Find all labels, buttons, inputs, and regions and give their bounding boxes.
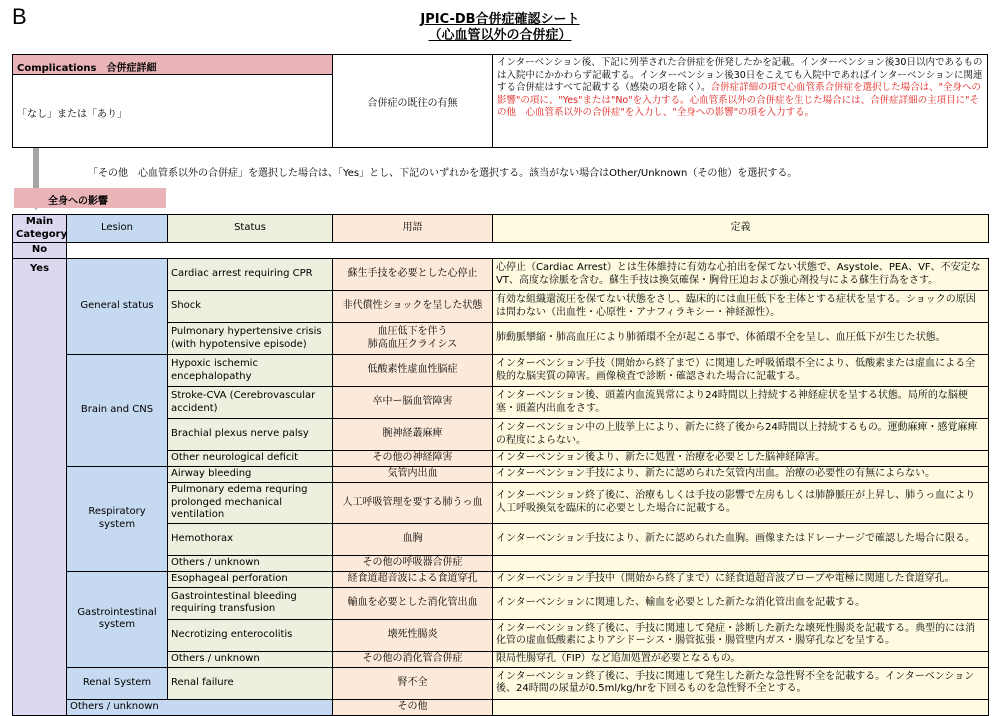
definition-cell: インターベンション後、頭蓋内血流異常により24時間以上持続する神経症状を呈する状態。局所的な脳梗塞・頭蓋内出血をさす。: [493, 387, 989, 419]
term-cell: 蘇生手技を必要とした心停止: [333, 259, 493, 291]
table-row: [13, 667, 989, 699]
status-cell: Airway bleeding: [168, 467, 333, 483]
definition-cell: インターベンション手技により、新たに認められた血胸。画像またはドレーナージで確認した場合に限る。: [493, 523, 989, 555]
status-cell: Esophageal perforation: [168, 571, 333, 587]
col-main-category: Main Category: [13, 215, 67, 243]
sheet-title: JPIC-DB合併症確認シート: [420, 12, 580, 27]
status-cell: Hypoxic ischemic encephalopathy: [168, 355, 333, 387]
definition-cell: インターベンション終了後に、手技に関連して発症・診断した新たな壊死性腸炎を記載する。典型的には消化管の虚血低酸素によりアシドーシス・腸管拡張・腸管壁内ガス・腸穿孔などを呈する。: [493, 619, 989, 651]
lesion-cell: General status: [67, 259, 168, 355]
table-row: [13, 355, 989, 387]
definition-cell: インターベンション中の上肢挙上により、新たに終了後から24時間以上持続するもの。運動麻痺・感覚麻痺の程度によらない。: [493, 419, 989, 451]
status-cell: Shock: [168, 291, 333, 323]
instruction-text: 「その他 心血管系以外の合併症」を選択した場合は、「Yes」とし、下記のいずれかを選択する。該当がない場合はOther/Unknown（その他）を選択する。: [88, 168, 798, 179]
status-cell: Pulmonary hypertensive crisis (with hypotensive episode): [168, 323, 333, 355]
no-label: No: [13, 243, 67, 259]
status-cell: Others / unknown: [168, 555, 333, 571]
status-cell: Brachial plexus nerve palsy: [168, 419, 333, 451]
table-row: [13, 571, 989, 587]
term-cell: 血圧低下を伴う 肺高血圧クライシス: [333, 323, 493, 355]
definition-cell: インターベンション手技中（開始から終了まで）に経食道超音波プローブや電極に関連した食道穿孔。: [493, 571, 989, 587]
status-cell: Others / unknown: [168, 651, 333, 667]
term-cell: 腕神経叢麻痺: [333, 419, 493, 451]
lesion-cell: Others / unknown: [67, 699, 333, 715]
yes-label: Yes: [13, 259, 67, 716]
options-text: 「なし」または「あり」: [17, 109, 127, 120]
definition-cell: インターベンション手技により、新たに認められた気管内出血。治療の必要性の有無によらない。: [493, 467, 989, 483]
definition-cell: インターベンション手技（開始から終了まで）に関連した呼吸循環不全により、低酸素または虚血による全般的な脳実質の障害。画像検査で診断・確認された場合に記載する。: [493, 355, 989, 387]
definition-cell: [493, 699, 989, 715]
table-row: [13, 699, 989, 715]
definition-cell: インターベンション終了後に、手技に関連して発生した新たな急性腎不全を記載する。インターベンション後、24時間の尿量が0.5ml/kg/hrを下回るものを急性腎不全とする。: [493, 667, 989, 699]
status-cell: Necrotizing enterocolitis: [168, 619, 333, 651]
col-status: Status: [168, 215, 333, 243]
existence-label: 合併症の既往の有無: [333, 55, 493, 147]
status-cell: Gastrointestinal bleeding requiring transfusion: [168, 587, 333, 619]
term-cell: その他: [333, 699, 493, 715]
term-cell: 壊死性腸炎: [333, 619, 493, 651]
col-term: 用語: [333, 215, 493, 243]
definition-cell: 有効な組織還流圧を保てない状態をさし、臨床的には血圧低下を主体とする症状を呈する。ショックの原因は問わない（出血性・心原性・アナフィラキシー・神経源性）。: [493, 291, 989, 323]
lesion-cell: Respiratory system: [67, 467, 168, 572]
definition-cell: 肺動脈攣縮・肺高血圧により肺循環不全が起こる事で、体循環不全を呈し、血圧低下が生じた状態。: [493, 323, 989, 355]
sheet-subtitle: （心血管以外の合併症）: [428, 28, 572, 43]
complications-description: インターベンション後、下記に列挙された合併症を併発したかを記載。インターベンション後30日以内であるものは入院中にかかわらず記載する。インターベンション後30日をこえても入院中であればインターベンションに関連する合併症はすべて記載する（感染の項を除く）。合併症詳細の項で心血管系合併症を選択した場合は、"全身への影響"の項に、"Yes"または"No"を入力する。心血管系以外の合併症を生じた場合には、合併症詳細の主項目に"その他 心血管系以外の合併症"を入力し、"全身への影響"の項を入力する。: [497, 57, 983, 118]
definition-cell: 心停止（Cardiac Arrest）とは生体維持に有効な心拍出を保てない状態で、Asystole、PEA、VF、不安定なVT、高度な徐脈を含む。蘇生手技は換気確保・胸骨圧迫および強心剤投与による蘇生行為をさす。: [493, 259, 989, 291]
section-label: 全身への影響: [14, 188, 166, 208]
definition-cell: インターベンション後より、新たに処置・治療を必要とした脳神経障害。: [493, 451, 989, 467]
definition-cell: インターベンションに関連した、輸血を必要とした新たな消化管出血を記載する。: [493, 587, 989, 619]
term-cell: 卒中ー脳血管障害: [333, 387, 493, 419]
definition-cell: 限局性腸穿孔（FIP）など追加処置が必要となるもの。: [493, 651, 989, 667]
table-row: [13, 467, 989, 483]
panel-letter: B: [12, 4, 27, 29]
complications-summary-table: [12, 54, 988, 148]
complications-cell: [13, 55, 333, 147]
term-cell: 非代償性ショックを呈した状態: [333, 291, 493, 323]
term-cell: 輸血を必要とした消化管出血: [333, 587, 493, 619]
term-cell: 腎不全: [333, 667, 493, 699]
complications-header: Complications 合併症詳細: [13, 55, 332, 75]
lesion-cell: Renal System: [67, 667, 168, 699]
status-cell: Renal failure: [168, 667, 333, 699]
term-cell: その他の呼吸器合併症: [333, 555, 493, 571]
status-cell: Pulmonary edema requring prolonged mechanical ventilation: [168, 483, 333, 524]
term-cell: 人工呼吸管理を要する肺うっ血: [333, 483, 493, 524]
term-cell: 血胸: [333, 523, 493, 555]
definition-cell: インターベンション終了後に、治療もしくは手技の影響で左房もしくは肺静脈圧が上昇し、肺うっ血により人工呼吸換気を臨床的に必要とした場合に記載する。: [493, 483, 989, 524]
term-cell: その他の消化管合併症: [333, 651, 493, 667]
status-cell: Stroke-CVA (Cerebrovascular accident): [168, 387, 333, 419]
lesion-cell: Gastrointestinal system: [67, 571, 168, 667]
col-lesion: Lesion: [67, 215, 168, 243]
table-row: [13, 259, 989, 291]
definition-cell: [493, 555, 989, 571]
status-cell: Hemothorax: [168, 523, 333, 555]
complications-table: [12, 214, 989, 716]
no-row: [13, 243, 989, 259]
term-cell: 気管内出血: [333, 467, 493, 483]
term-cell: 経食道超音波による食道穿孔: [333, 571, 493, 587]
term-cell: その他の神経障害: [333, 451, 493, 467]
col-definition: 定義: [493, 215, 989, 243]
status-cell: Cardiac arrest requiring CPR: [168, 259, 333, 291]
lesion-cell: Brain and CNS: [67, 355, 168, 467]
term-cell: 低酸素性虚血性脳症: [333, 355, 493, 387]
status-cell: Other neurological deficit: [168, 451, 333, 467]
